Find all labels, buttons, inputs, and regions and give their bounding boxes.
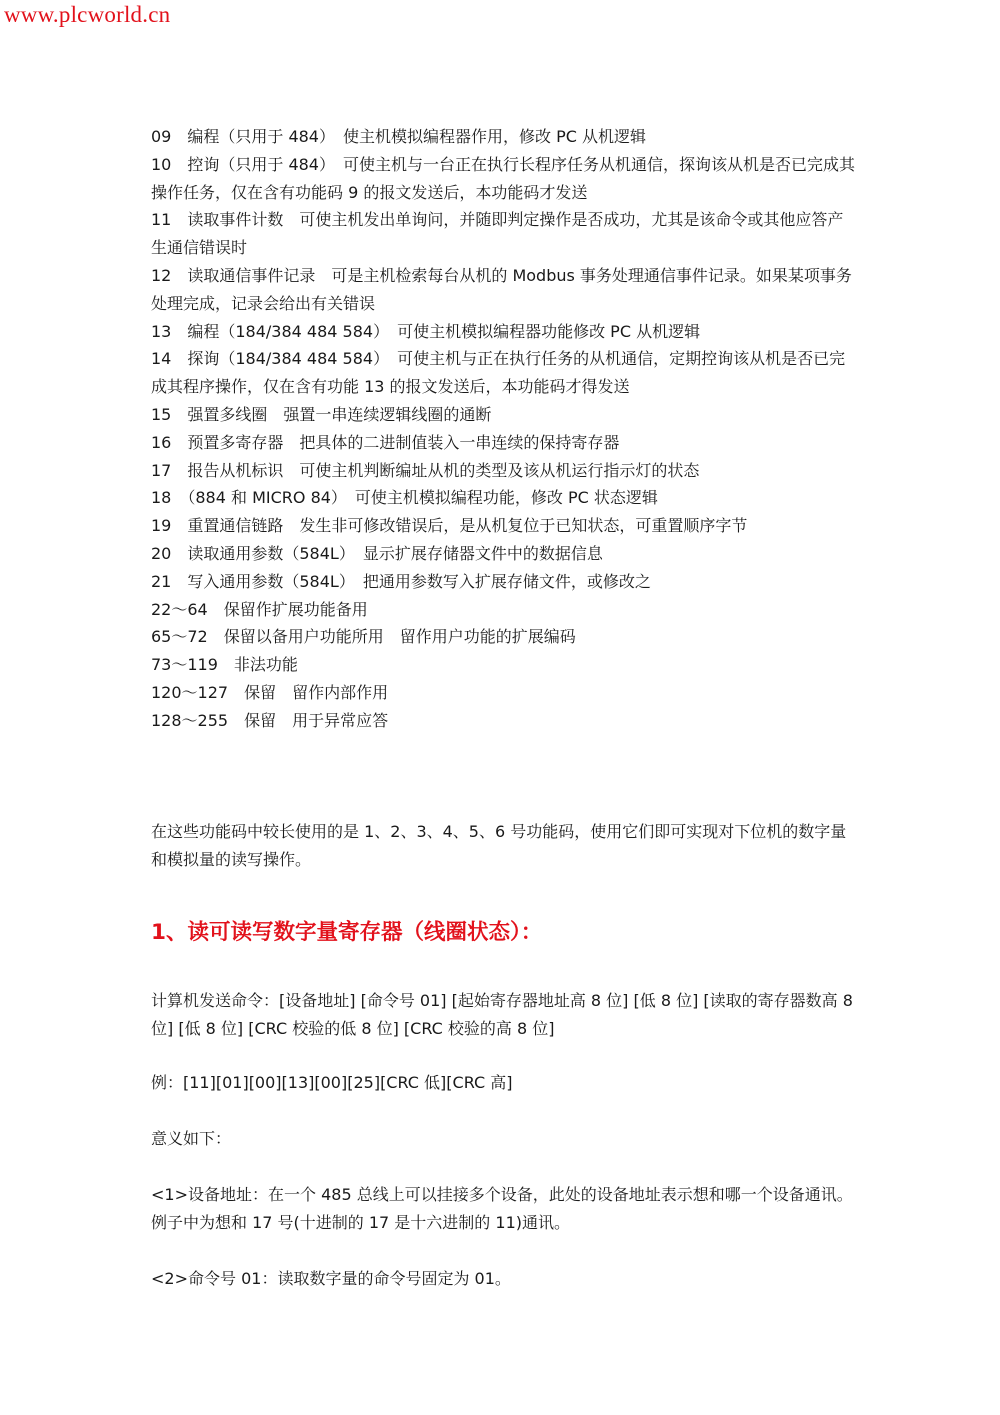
list-item: 120～127 保留 留作内部作用	[151, 682, 389, 702]
list-item: 21 写入通用参数（584L） 把通用参数写入扩展存储文件，或修改之	[151, 571, 651, 591]
list-item: 15 强置多线圈 强置一串连续逻辑线圈的通断	[151, 404, 492, 424]
list-item: 13 编程（184/384 484 584） 可使主机模拟编程器功能修改 PC 从机逻辑	[151, 321, 701, 341]
list-item: 22～64 保留作扩展功能备用	[151, 599, 368, 619]
list-item: 73～119 非法功能	[151, 655, 298, 675]
list-item: 18 （884 和 MICRO 84） 可使主机模拟编程功能，修改 PC 状态逻辑	[151, 488, 658, 508]
example-paragraph: 例：[11][01][00][13][00][25][CRC 低][CRC 高]	[151, 1072, 513, 1092]
list-item: 14 探询（184/384 484 584） 可使主机与正在执行任务的从机通信，定期控询该从机是否已完成其程序操作，仅在含有功能 13 的报文发送后，本功能码才得发送	[151, 349, 846, 397]
section-heading: 1、读可读写数字量寄存器（线圈状态）：	[151, 919, 543, 945]
list-item: 09 编程（只用于 484） 使主机模拟编程器作用，修改 PC 从机逻辑	[151, 127, 646, 146]
list-item: 20 读取通用参数（584L） 显示扩展存储器文件中的数据信息	[151, 543, 603, 563]
watermark-url: www.plcworld.cn	[4, 2, 171, 27]
meaning-label: 意义如下：	[151, 1128, 232, 1148]
list-item: 19 重置通信链路 发生非可修改错误后，是从机复位于已知状态，可重置顺序字节	[151, 516, 748, 536]
document-body	[151, 123, 856, 1293]
command-format-paragraph: 计算机发送命令：[设备地址] [命令号 01] [起始寄存器地址高 8 位] [低 8 位] [读取的寄存器数高 8 位] [低 8 位] [CRC 校验的低 8 位] [CRC 校验的高 8 位]	[151, 990, 853, 1038]
definition-device-address: <1>设备地址：在一个 485 总线上可以挂接多个设备，此处的设备地址表示想和哪一个设备通讯。例子中为想和 17 号(十进制的 17 是十六进制的 11)通讯。	[151, 1184, 853, 1232]
list-item: 128～255 保留 用于异常应答	[151, 710, 389, 730]
list-item: 16 预置多寄存器 把具体的二进制值装入一串连续的保持寄存器	[151, 432, 620, 452]
intro-paragraph: 在这些功能码中较长使用的是 1、2、3、4、5、6 号功能码，使用它们即可实现对下位机的数字量和模拟量的读写操作。	[151, 821, 847, 869]
function-code-list	[151, 123, 856, 735]
list-item: 17 报告从机标识 可使主机判断编址从机的类型及该从机运行指示灯的状态	[151, 460, 700, 480]
list-item: 11 读取事件计数 可使主机发出单询问，并随即判定操作是否成功，尤其是该命令或其他应答产生通信错误时	[151, 210, 844, 258]
list-item: 12 读取通信事件记录 可是主机检索每台从机的 Modbus 事务处理通信事件记录。如果某项事务处理完成，记录会给出有关错误	[151, 265, 852, 313]
definition-command-number: <2>命令号 01：读取数字量的命令号固定为 01。	[151, 1268, 511, 1288]
list-item: 10 控询（只用于 484） 可使主机与一台正在执行长程序任务从机通信，探询该从机是否已完成其操作任务，仅在含有功能码 9 的报文发送后，本功能码才发送	[151, 154, 855, 202]
list-item: 65～72 保留以备用户功能所用 留作用户功能的扩展编码	[151, 627, 576, 647]
